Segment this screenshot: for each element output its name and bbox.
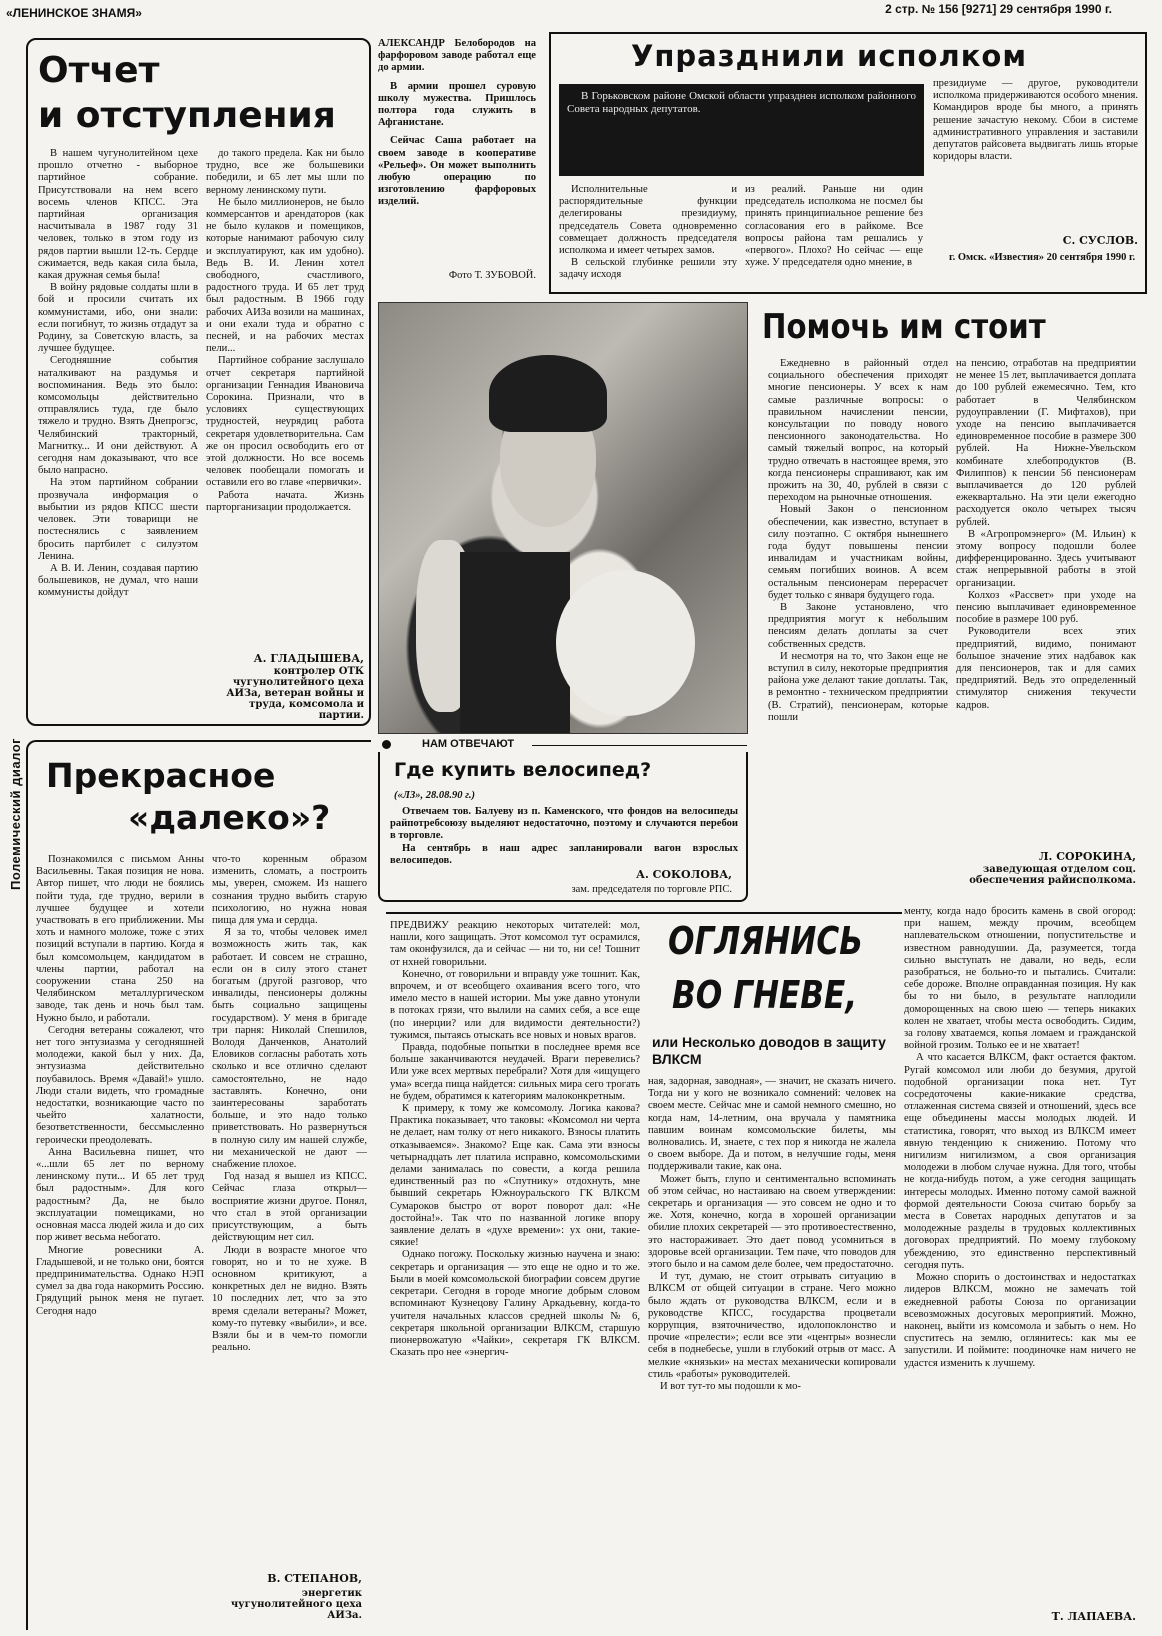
pomoch-col2-p3: Колхоз «Рассвет» при уходе на пенсию выплачивает единовременное пособие в размере 100 руб. xyxy=(956,589,1136,626)
pomoch-col2-p4: Руководители всех этих предприятий, видимо, понимают большое значение этих надбавок как для пенсионеров, так и для самих предприятий. Ведь это определенный стимулятор снижения текучести кадров. xyxy=(956,626,1136,711)
article-otchet xyxy=(26,38,371,726)
article-ispolkom xyxy=(549,32,1147,294)
oglyanis-col3 xyxy=(904,906,1136,1606)
answer-label-text: НАМ ОТВЕЧАЮТ xyxy=(422,738,515,750)
prekrasnoe-col1-p3: Анна Васильевна пишет, что «...шли 65 лет по верному ленинскому пути... И 65 лет труд был радостным». Для кого радостным? Да, не было эксплуатации помещиками, но основная масса людей жила и до сих пор живет весьма небогато. xyxy=(36,1146,204,1244)
oglyanis-subtitle: или Несколько доводов в защиту ВЛКСМ xyxy=(652,1034,886,1067)
answer-box xyxy=(378,752,748,902)
side-label: Полемический диалог xyxy=(8,737,23,890)
caption-p3: Сейчас Саша работает на своем заводе в кооперативе «Рельеф». Он может выполнить любую операцию по изготовлению фарфоровых изделий. xyxy=(378,135,536,208)
ispolkom-signature: С. СУСЛОВ. xyxy=(1062,234,1138,247)
prekrasnoe-col2-p3: Год назад я вышел из КПСС. Сейчас глаза открыл—восприятие жизни другое. Понял, что стал в этой организации присутствующим, а быть действующим нет сил. xyxy=(212,1171,367,1244)
prekrasnoe-title-line1: Прекрасное xyxy=(46,756,276,795)
otchet-col1-p2: В войну рядовые солдаты шли в бой и просили считать их коммунистами, ибо, они знали: если погибнут, то жизнь отдадут за Родину, за Советскую власть, за лучшее будущее. xyxy=(38,282,198,355)
ispolkom-title: Упразднили исполком xyxy=(631,39,1028,73)
ispolkom-lead xyxy=(559,84,924,176)
oglyanis-col2-p4: И вот тут-то мы подошли к мо- xyxy=(660,1381,801,1393)
oglyanis-col2-p2: Может быть, глупо и сентиментально вспоминать об этом сейчас, но настаиваю на своем утверждении: секретарь и организация — это совсем не одно и то же. Хотя, конечно, когда в хорошей организации обилие плохих секретарей — это противоестественно, это настораживает. Это дает повод усомниться в здоровье всей организации. Тем паче, что поводов для этого было и на самом деле более, чем предостаточно. xyxy=(648,1173,896,1271)
pomoch-col2 xyxy=(956,358,1136,838)
prekrasnoe-col1-p1: Познакомился с письмом Анны Васильевны. Такая позиция не нова. Автор пишет, что люди не боялись пойти туда, где трудно, верили в лучшее будущее и хотели участвовать в его приближении. Мы хоть и намного моложе, тоже с этих позиций вступали в партию. Когда я был комсомольцем, кандидатом в члены партии, работал на сооружении стана 250 на Челябинском металлургическом заводе, так день и ночь был там. Нужно было, и работали. xyxy=(36,854,204,1024)
answer-ref: («ЛЗ», 28.08.90 г.) xyxy=(394,790,476,801)
answer-text xyxy=(390,806,738,866)
oglyanis-col1-p4: К примеру, к тому же комсомолу. Логика какова? Практика показывает, что таковы: «Комсомол ни черта не делает, нам толку от него никакого. Взносы платить отказываемся». Знакомо? Еще как. Сама эти взносы четырнадцать лет платила исправно, комсомольскими делами занималась по совести, а когда решила единственный раз по «Спутнику» отдохнуть, мне бывший секретарь Южноуральского ГК ВЛКСМ Сумароков быстро от ворот поворот дал: «Не достойна!». Так что по названной логике впору заявление делать в «духе времени»: ух они, такие-сякие! xyxy=(390,1103,640,1249)
photo-potter xyxy=(378,302,748,734)
pomoch-col1-p1: Ежедневно в районный отдел социального обеспечения приходят многие пенсионеры. У всех к нам самые различные вопросы: о правильном начислении пенсии, консультации по поводу нового пенсионного законодательства. Но самый тяжелый вопрос, на который трудно отвечать в настоящее время, это когда пенсионеры спрашивают, как им прожить на 30, 40, рублей в связи с переходом на рыночные отношения. xyxy=(768,358,948,504)
pomoch-title: Помочь им стоит xyxy=(762,307,1046,347)
otchet-col1-p5: А В. И. Ленин, создавая партию большевиков, не думал, что наши коммунисты дойдут xyxy=(38,562,198,599)
oglyanis-col1-p3: Правда, подобные попытки в последнее время все больше заканчиваются неудачей. Враги перевелись? Или уже всех мертвых перебрали? Хотя для «ищущего ума» всегда пища найдется: сильных мира сего трогать не будем, обратимся к категориям малоконкретным. xyxy=(390,1042,640,1102)
ispolkom-col1-p2: В сельской глубинке решили эту задачу исходя xyxy=(559,257,737,281)
oglyanis-col2 xyxy=(648,1076,896,1626)
oglyanis-col1-p1: ПРЕДВИЖУ реакцию некоторых читателей: мол, нашли, кого защищать. Этот комсомол тут осрамился, там оконфузился, да и сейчас — ни то, ни се! Тошнит от нхней говорильни. xyxy=(390,920,640,968)
ispolkom-col2 xyxy=(745,184,923,292)
otchet-col1-p1: В нашем чугунолитейном цехе прошло отчетно - выборное партийное собрание. Присутствовали на нем всего восемь членов КПСС. Эта партийная организация насчитывала в 1987 году 31 человек, только в этом году из рядов партии вышли 12-ть. Сердце сжимается, ведь какая сила была, какая дружная семья была! xyxy=(38,148,198,282)
ispolkom-col3-p1: президиуме — другое, руководители исполкома придерживаются особого мнения. Командиров вроде бы много, а принять решение зачастую некому. Сбои в системе административного управления и заставили депутатов райсовета выдвигать лишь вторые коридоры власти. xyxy=(933,78,1138,163)
otchet-title-line2: и отступления xyxy=(38,95,336,136)
answer-signature: А. СОКОЛОВА, xyxy=(636,868,732,881)
caption-text xyxy=(378,38,536,288)
prekrasnoe-col1-p4: Многие ровесники А. Гладышевой, и не только они, боятся предпринимательства. Однако НЭП сумел за два года накормить Россию. Грядущий рынок меня не пугает. Сегодня надо xyxy=(36,1244,204,1317)
oglyanis-col1-p2: Конечно, от говорильни и вправду уже тошнит. Как, впрочем, и от всеобщего охаивания всего того, что имело место в нашей истории. Мы уже давно утонули в потоках грязи, что вылили на самих себя, а все еще (по инерции? или для видимости деятельности?) тужимся, пытаясь отыскать все новых и новых врагов. xyxy=(390,968,640,1041)
oglyanis-signature: Т. ЛАПАЕВА. xyxy=(1051,1610,1136,1623)
prekrasnoe-col2-p4: Люди в возрасте многое что говорят, но и то не хуже. В основном критикуют, а конкретных дел не видно. Взять 10 последних лет, что за это время сделали ветераны? Может, кому-то путевку «выбили», и все. Взяли бы и в чем-то помогли реально. xyxy=(212,1244,367,1354)
oglyanis-col1 xyxy=(390,920,640,1625)
answer-signature-sub: зам. председателя по торговле РПС. xyxy=(571,884,732,895)
otchet-col1 xyxy=(38,148,198,723)
otchet-signature: А. ГЛАДЫШЕВА, xyxy=(253,652,364,665)
masthead-left: «ЛЕНИНСКОЕ ЗНАМЯ» xyxy=(6,6,142,20)
prekrasnoe-col2-p1: что-то коренным образом изменить, сломать, а построить мы, уверен, сможем. Из нашего сознания трудно выбить старую психологию, но нужна новая пища для ума и сердца. xyxy=(212,854,367,927)
ispolkom-col1-p1: Исполнительные и распорядительные функции делегированы президиуму, председатель Совета одновременно совмещает должность председателя исполкома и имеет четырех замов. xyxy=(559,184,737,257)
otchet-col2 xyxy=(206,148,364,648)
prekrasnoe-signature-sub: энергетик чугунолитейного цеха АИЗа. xyxy=(230,1588,362,1621)
otchet-col2-p4: Работа начата. Жизнь парторганизации продолжается. xyxy=(206,489,364,513)
answer-p1: Отвечаем тов. Балуеву из п. Каменского, что фондов на велосипеды райпотребсоюзу выделяют недостаточно, поэтому и случаются перебои в торговле. xyxy=(390,806,738,842)
prekrasnoe-title-line2: «далеко»? xyxy=(128,798,331,837)
oglyanis-title-line1: ОГЛЯНИСЬ xyxy=(668,919,863,963)
article-prekrasnoe xyxy=(26,740,371,1630)
pomoch-col1 xyxy=(768,358,948,898)
prekrasnoe-col2-p2: Я за то, чтобы человек имел возможность жить так, как работает. И совсем не страшно, если он в силу этого станет богатым (другой разговор, что инвалиды, пенсионеры должны быть социально защищены государством). У меня в бригаде три парня: Николай Спешилов, Володя Данченков, Анатолий Еловиков согласны работать хоть сколько и все отлично сделают самостоятельно, не надо заставлять. Конечно, они заинтересованы заработать больше, и это надо только приветствовать. Но развернуться в полную силу им нашей службе, ни механической не дают — снабжение плохое. xyxy=(212,927,367,1171)
answer-p2: На сентябрь в наш адрес запланировали вагон взрослых велосипедов. xyxy=(390,842,738,866)
oglyanis-col3-p3: Можно спорить о достоинствах и недостатках лидеров ВЛКСМ, можно не замечать той ежедневной работы Союза по организации всевозможных досуговых мероприятий. Можно, наконец, выйти из комсомола и забыть о нем. Но спуститесь на землю, оглянитесь: как мы ее запустили. И поймите: поодиночке нам ничего не удастся изменить к лучшему. xyxy=(904,1272,1136,1369)
oglyanis-col2-p3: И тут, думаю, не стоит отрывать ситуацию в ВЛКСМ от общей ситуации в стране. Чего можно было ждать от руководства ВЛКСМ, если и в руководстве КПСС, государства процветали коррупция, взяточничество, идолопоклонство и прочие «прелести»; если все эти «центры» вознесли себя в поднебесье, ушли в глубокий отрыв от масс. А мелкие «князьки» на местах механически копировали стиль «работы» руководителей. xyxy=(648,1271,896,1380)
oglyanis-col3-p1: менту, когда надо бросить камень в свой огород: при нашем, между прочим, всеобщем наплевательском отношении, попустительстве и известном равнодушии. Да, разумеется, тогда сильно выступать не давали, но ведь, если разобраться, не больно-то и пытались. Считали: себе дороже. Вполне оправданная позиция. Ну как бы то ни было, в результате наплодили доморощенных на свою шею — теперь никаких колен не хватает, чтобы места освободить. Сидим, за голову хватаемся, копья ломаем и гражданской войной грозим. Только ее и не хватает! xyxy=(904,906,1136,1052)
answer-title: Где купить велосипед? xyxy=(394,759,652,781)
oglyanis-title-line2: ВО ГНЕВЕ, xyxy=(672,973,858,1017)
ispolkom-col1 xyxy=(559,184,737,292)
prekrasnoe-col2 xyxy=(212,854,367,1569)
prekrasnoe-col1 xyxy=(36,854,204,1624)
ispolkom-col2-p1: из реалий. Раньше ни один председатель исполкома не посмел бы принять принципиальное решение без согласования его в райкоме. Все вопросы района там решались у «первого». Плохо? Но сейчас — еще хуже. У председателя одно мнение, в xyxy=(745,184,923,269)
ispolkom-lead-text: В Горьковском районе Омской области упразднен исполком районного Совета народных депутатов. xyxy=(567,90,916,115)
pomoch-col1-p3: В Законе установлено, что предприятия могут к небольшим пенсиям делать доплаты за счет собственных средств. xyxy=(768,602,948,650)
oglyanis-col3-p2: А что касается ВЛКСМ, факт остается фактом. Ругай комсомол или люби до безумия, другой подобной организации пока нет. Тут сосредоточены какие-никакие средства, отлаженная система связей и отношений, здесь все еще объединены массы молодых людей. И статистика, говорят, что выход из ВЛКСМ имеет явную тенденцию к снижению. Потому что нигилизм нигилизмом, а своя организация молодежи в любом случае нужна. Для того, чтобы не когда-нибудь потом, а уже сегодня защищать интересы молодых. Именно потому самой важной формой деятельности Союза считаю борьбу за места в Советах народных депутатов и за молодежные разделы в трудовых коллективных договорах предприятий. По моему глубокому убеждению, это единственно перспективный сегодня путь. xyxy=(904,1052,1136,1271)
photo-caption xyxy=(378,38,536,288)
prekrasnoe-signature: В. СТЕПАНОВ, xyxy=(267,1572,362,1585)
pomoch-col2-p2: В «Агропромэнерго» (М. Ильин) к этому вопросу подошли более дифференцированно. Здесь учитывают стаж непрерывной работы в этой организации. xyxy=(956,528,1136,589)
pomoch-col1-p4: И несмотря на то, что Закон еще не вступил в силу, некоторые предприятия района уже делают такие доплаты. Так, в ремонтно - техническом предприятии (В. Стратий), пенсионерам, которые пошли xyxy=(768,650,948,723)
prekrasnoe-col1-p2: Сегодня ветераны сожалеют, что нет того энтузиазма у сегодняшней молодежи, какой был у них. Да, энтузиазма действительно поубавилось. Время «Давай!» ушло. Люди стали видеть, что громадные недостатки, возникающие часто по чьейто халатности, безответственности, бессмысленно героически преодолевать. xyxy=(36,1024,204,1146)
pomoch-col1-p2: Новый Закон о пенсионном обеспечении, как известно, вступает в силу поэтапно. С октября нынешнего года будут повышены пенсии инвалидам и участникам войны, семьям погибших воинов. А всем остальным пенсионерам перерасчет будет только с января будущего года. xyxy=(768,504,948,601)
masthead-right: 2 стр. № 156 [9271] 29 сентября 1990 г. xyxy=(885,2,1112,16)
bullet-icon xyxy=(382,740,391,749)
pomoch-signature-sub: заведующая отделом соц. обеспечения райисполкома. xyxy=(969,864,1136,886)
otchet-col2-p1: до такого предела. Как ни было трудно, все же большевики победили, и 65 лет мы шли по верному ленинскому пути. xyxy=(206,148,364,196)
caption-p2: В армии прошел суровую школу мужества. Пришлось полтора года служить в Афганистане. xyxy=(378,80,536,129)
otchet-title-line1: Отчет xyxy=(38,50,160,91)
otchet-col2-p3: Партийное собрание заслушало отчет секретаря партийной организации Геннадия Ивановича Сорокина. Признали, что в условиях существующих трудностей, неурядиц работа секретаря удовлетворительна. Сам же он просил освободить его от этой должности. Но все восемь человек пообещали помогать и оставили его во главе «первички». xyxy=(206,355,364,489)
pomoch-col2-p1: на пенсию, отработав на предприятии не менее 15 лет, выплачивается доплата до 100 рублей ежемесячно. Тем, кто работает в Челябинском рудоуправлении (Г. Мифтахов), при уходе на пенсию выплачивается единовременное пособие в размере 300 рублей. На Нижне-Увельском комбинате хлебопродуктов (В. Филиппов) к пенсии 56 пенсионерам выплачивается до 120 рублей ежеквартально. На эти цели ежегодно расходуется около четырех тысяч рублей. xyxy=(956,358,1136,528)
photo-credit: Фото Т. ЗУБОВОЙ. xyxy=(448,270,536,281)
oglyanis-col1-p5: Однако погожу. Поскольку жизнью научена и знаю: секретарь и организация — это еще не одно и то же. Были в моей комсомольской биографии совсем другие секретари. Сегодня в городе многие добрым словом вспоминают Кузнецову Галину Аркадьевну, когда-то учителя начальных классов средней школы № 6, секретаря школьной организации ВЛКСМ, старшую пионервожатую «Чайки», секретаря ГК ВЛКСМ. Сказать про нее «энергич- xyxy=(390,1249,640,1359)
otchet-signature-sub: контролер ОТК чугунолитейного цеха АИЗа, ветеран войны и труда, комсомола и партии. xyxy=(226,666,364,721)
oglyanis-top-rule xyxy=(386,912,902,914)
oglyanis-col2-p1: ная, задорная, заводная», — значит, не сказать ничего. Тогда ни у кого не возникало сомнений: человек на своем месте. Сейчас мне и самой немного смешно, но когда нам, 14-летним, она вручала у памятника павшим воинам комсомольские билеты, мы волновались. И, знаете, с тех пор я никогда не жалела о своем выборе. Да и потом, в нелучшие годы, меня поддерживали такие, как она. xyxy=(648,1076,896,1173)
otchet-col2-p2: Не было миллионеров, не было коммерсантов и арендаторов (как не было кулаков и помещиков, которые нанимают рабочую силу и эксплуатируют, как им удобно). Ведь В. И. Ленин хотел свободного, счастливого, радостного труда. И 65 лет труд был радостным. В 1966 году рабочих АИЗа возили на машинах, и они ехали туда и обратно с песней, и на рабочих местах пели... xyxy=(206,196,364,355)
otchet-col1-p3: Сегодняшние события наталкивают на раздумья и воспоминания. Ведь это было: комсомольцы действительно отправлялись туда, где было тяжело и трудно. Взять Днепрогэс, Челябинский тракторный, Магнитку... И они действуют. А сегодня нам доказывают, что все было напрасно. xyxy=(38,355,198,477)
answer-label xyxy=(382,738,752,752)
ispolkom-col3 xyxy=(933,78,1138,228)
ispolkom-source: г. Омск. «Известия» 20 сентября 1990 г. xyxy=(949,252,1136,263)
pomoch-signature: Л. СОРОКИНА, xyxy=(1038,850,1136,863)
caption-p1: АЛЕКСАНДР Белобородов на фарфоровом заводе работал еще до армии. xyxy=(378,38,536,74)
otchet-col1-p4: На этом партийном собрании прозвучала информация о выбытии из рядов КПСС шести человек. Эти товарищи не постеснялись с заявлением бросить партбилет с силуэтом Ленина. xyxy=(38,477,198,562)
